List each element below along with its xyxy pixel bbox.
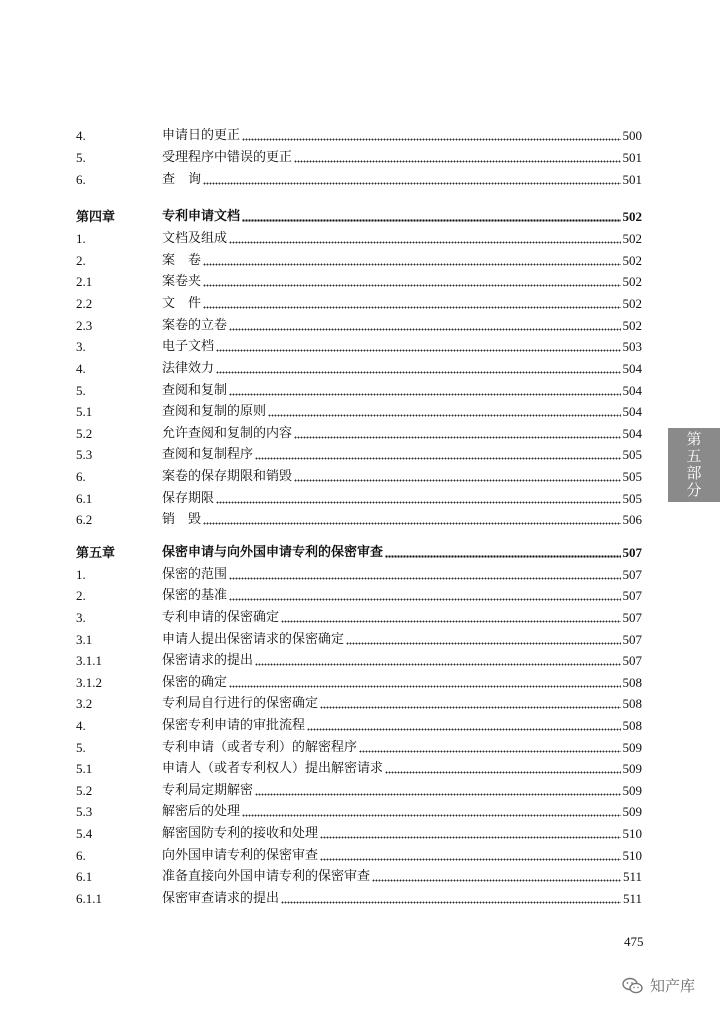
- toc-page-number: 508: [622, 718, 642, 733]
- toc-section-title: 申请人提出保密请求的保密确定: [162, 632, 345, 647]
- toc-row[interactable]: [76, 757, 642, 777]
- toc-page-number: 500: [622, 128, 642, 143]
- toc-row[interactable]: [76, 227, 642, 247]
- toc-row[interactable]: [76, 671, 642, 691]
- toc-row[interactable]: [76, 800, 642, 820]
- toc-chapter-row[interactable]: [76, 205, 642, 225]
- toc-row[interactable]: [76, 606, 642, 626]
- toc-section-title: 保存期限: [162, 491, 215, 506]
- toc-section-title: 解密国防专利的接收和处理: [162, 826, 319, 841]
- toc-row[interactable]: [76, 887, 642, 907]
- toc-page-number: 505: [622, 447, 642, 462]
- toc-section-number: 4.: [76, 128, 86, 143]
- toc-section-title: 案卷的保存期限和销毁: [162, 469, 293, 484]
- toc-leader-dots: [320, 847, 620, 861]
- toc-section-title: 文 件: [162, 296, 202, 311]
- toc-leader-dots: [229, 674, 620, 688]
- toc-section-title: 案卷的立卷: [162, 318, 228, 333]
- toc-row[interactable]: [76, 822, 642, 842]
- toc-section-number: 第五章: [76, 545, 116, 560]
- toc-page-number: 507: [622, 653, 642, 668]
- toc-leader-dots: [229, 382, 620, 396]
- toc-section-title: 准备直接向外国申请专利的保密审查: [162, 869, 371, 884]
- toc-section-number: 3.1.1: [76, 653, 102, 668]
- toc-section-number: 5.: [76, 383, 86, 398]
- toc-section-title: 保密请求的提出: [162, 653, 254, 668]
- toc-page-number: 504: [622, 361, 642, 376]
- toc-leader-dots: [320, 825, 620, 839]
- toc-row[interactable]: [76, 779, 642, 799]
- toc-section-title: 查阅和复制的原则: [162, 404, 267, 419]
- toc-page-number: 511: [622, 869, 642, 884]
- toc-section-number: 5.4: [76, 826, 93, 841]
- toc-section-title: 查阅和复制程序: [162, 447, 254, 462]
- toc-leader-dots: [229, 566, 620, 580]
- toc-page-number: 501: [622, 150, 642, 165]
- toc-section-number: 1.: [76, 567, 86, 582]
- toc-section-title: 向外国申请专利的保密审查: [162, 848, 319, 863]
- toc-leader-dots: [281, 890, 621, 904]
- toc-section-number: 5.3: [76, 804, 93, 819]
- toc-row[interactable]: [76, 508, 642, 528]
- toc-page-number: 502: [622, 253, 642, 268]
- toc-page-number: 508: [622, 675, 642, 690]
- toc-section-number: 3.: [76, 610, 86, 625]
- toc-leader-dots: [242, 208, 620, 222]
- toc-page-number: 509: [622, 783, 642, 798]
- toc-section-title: 专利申请的保密确定: [162, 610, 280, 625]
- toc-section-title: 申请日的更正: [162, 128, 241, 143]
- toc-row[interactable]: [76, 844, 642, 864]
- toc-section-title: 解密后的处理: [162, 804, 241, 819]
- toc-section-number: 第四章: [76, 209, 116, 224]
- toc-page-number: 502: [622, 209, 642, 224]
- toc-leader-dots: [216, 360, 620, 374]
- toc-section-title: 电子文档: [162, 339, 215, 354]
- toc-section-number: 6.1: [76, 491, 93, 506]
- toc-leader-dots: [307, 717, 620, 731]
- toc-section-number: 1.: [76, 231, 86, 246]
- toc-section-title: 专利申请（或者专利）的解密程序: [162, 740, 358, 755]
- toc-section-title: 文档及组成: [162, 231, 228, 246]
- toc-leader-dots: [203, 273, 620, 287]
- toc-page-number: 504: [622, 383, 642, 398]
- toc-leader-dots: [203, 511, 620, 525]
- toc-leader-dots: [281, 609, 620, 623]
- toc-page-number: 507: [622, 545, 642, 560]
- toc-section-number: 5.: [76, 150, 86, 165]
- toc-leader-dots: [294, 425, 620, 439]
- toc-row[interactable]: [76, 270, 642, 290]
- toc-section-number: 2.3: [76, 318, 93, 333]
- toc-row[interactable]: [76, 379, 642, 399]
- toc-page-number: 507: [622, 588, 642, 603]
- toc-row[interactable]: [76, 292, 642, 312]
- toc-section-title: 专利局定期解密: [162, 783, 254, 798]
- wechat-icon: [622, 977, 644, 995]
- toc-page-number: 511: [622, 891, 642, 906]
- toc-row[interactable]: [76, 465, 642, 485]
- toc-page-number: 505: [622, 491, 642, 506]
- toc-leader-dots: [242, 127, 620, 141]
- toc-row[interactable]: [76, 314, 642, 334]
- toc-leader-dots: [346, 631, 620, 645]
- toc-section-title: 保密申请与向外国申请专利的保密审查: [162, 545, 384, 560]
- toc-page-number: 508: [622, 696, 642, 711]
- toc-leader-dots: [294, 468, 620, 482]
- toc-section-number: 3.1.2: [76, 675, 102, 690]
- toc-leader-dots: [242, 803, 620, 817]
- toc-leader-dots: [255, 782, 620, 796]
- toc-section-number: 6.: [76, 848, 86, 863]
- toc-section-number: 6.: [76, 469, 86, 484]
- toc-leader-dots: [385, 544, 620, 558]
- toc-section-number: 4.: [76, 361, 86, 376]
- toc-section-number: 2.2: [76, 296, 93, 311]
- toc-row[interactable]: [76, 357, 642, 377]
- toc-section-number: 6.1.1: [76, 891, 102, 906]
- toc-section-title: 销 毁: [162, 512, 202, 527]
- toc-page-number: 509: [622, 761, 642, 776]
- toc-leader-dots: [203, 171, 620, 185]
- toc-leader-dots: [216, 338, 620, 352]
- toc-page-number: 507: [622, 610, 642, 625]
- toc-page-number: 507: [622, 632, 642, 647]
- toc-section-number: 4.: [76, 718, 86, 733]
- toc-section-number: 3.2: [76, 696, 93, 711]
- toc-leader-dots: [216, 490, 620, 504]
- toc-page-number: 504: [622, 426, 642, 441]
- toc-row[interactable]: [76, 124, 642, 144]
- toc-section-title: 法律效力: [162, 361, 215, 376]
- toc-section-title: 案卷夹: [162, 274, 202, 289]
- toc-leader-dots: [255, 446, 620, 460]
- toc-leader-dots: [203, 252, 620, 266]
- toc-row[interactable]: [76, 487, 642, 507]
- toc-section-number: 2.: [76, 253, 86, 268]
- toc-row[interactable]: [76, 146, 642, 166]
- toc-row[interactable]: [76, 865, 642, 885]
- toc-section-title: 受理程序中错误的更正: [162, 150, 293, 165]
- toc-section-title: 申请人（或者专利权人）提出解密请求: [162, 761, 384, 776]
- toc-row[interactable]: [76, 692, 642, 712]
- toc-leader-dots: [294, 149, 620, 163]
- toc-leader-dots: [268, 403, 620, 417]
- toc-chapter-row[interactable]: [76, 541, 642, 561]
- toc-row[interactable]: [76, 249, 642, 269]
- toc-leader-dots: [229, 587, 620, 601]
- toc-section-number: 6.1: [76, 869, 93, 884]
- watermark: [622, 975, 695, 996]
- toc-row[interactable]: [76, 443, 642, 463]
- toc-page-number: 509: [622, 740, 642, 755]
- toc-section-title: 案 卷: [162, 253, 202, 268]
- toc-row[interactable]: [76, 649, 642, 669]
- toc-section-number: 5.2: [76, 783, 93, 798]
- toc-section-title: 专利局自行进行的保密确定: [162, 696, 319, 711]
- toc-section-number: 5.2: [76, 426, 93, 441]
- toc-section-number: 6.: [76, 172, 86, 187]
- toc-section-number: 5.3: [76, 447, 93, 462]
- toc-row[interactable]: [76, 563, 642, 583]
- toc-row[interactable]: [76, 714, 642, 734]
- toc-section-title: 允许查阅和复制的内容: [162, 426, 293, 441]
- toc-page-number: 510: [622, 826, 642, 841]
- page-number: 475: [624, 934, 644, 949]
- toc-leader-dots: [320, 695, 620, 709]
- toc-page-number: 505: [622, 469, 642, 484]
- toc-page-number: 502: [622, 274, 642, 289]
- toc-section-title: 查 询: [162, 172, 202, 187]
- toc-leader-dots: [385, 760, 620, 774]
- toc-section-title: 保密的基准: [162, 588, 228, 603]
- toc-page-number: 504: [622, 404, 642, 419]
- toc-leader-dots: [203, 295, 620, 309]
- toc-page-number: 510: [622, 848, 642, 863]
- toc-section-title: 专利申请文档: [162, 209, 241, 224]
- toc-page-number: 502: [622, 318, 642, 333]
- toc-page-number: 502: [622, 296, 642, 311]
- toc-row[interactable]: [76, 736, 642, 756]
- toc-section-number: 2.: [76, 588, 86, 603]
- part-tab-label: 第五部分: [684, 431, 703, 499]
- toc-page-number: 502: [622, 231, 642, 246]
- toc-row[interactable]: [76, 584, 642, 604]
- toc-leader-dots: [255, 652, 620, 666]
- part-tab: [668, 428, 720, 502]
- toc-section-number: 3.1: [76, 632, 93, 647]
- toc-row[interactable]: [76, 168, 642, 188]
- toc-page-number: 506: [622, 512, 642, 527]
- toc-section-number: 5.1: [76, 761, 93, 776]
- toc-section-number: 6.2: [76, 512, 93, 527]
- toc-row[interactable]: [76, 628, 642, 648]
- toc-row[interactable]: [76, 335, 642, 355]
- toc-section-title: 保密审查请求的提出: [162, 891, 280, 906]
- toc-section-title: 保密的确定: [162, 675, 228, 690]
- toc-row[interactable]: [76, 400, 642, 420]
- toc-section-title: 保密专利申请的审批流程: [162, 718, 306, 733]
- toc-section-number: 5.1: [76, 404, 93, 419]
- toc-section-title: 保密的范围: [162, 567, 228, 582]
- watermark-text: 知产库: [650, 977, 696, 995]
- toc-section-number: 2.1: [76, 274, 93, 289]
- toc-row[interactable]: [76, 422, 642, 442]
- toc-page-number: 501: [622, 172, 642, 187]
- toc-leader-dots: [229, 317, 620, 331]
- toc-leader-dots: [372, 868, 621, 882]
- toc-page-number: 509: [622, 804, 642, 819]
- toc-leader-dots: [359, 739, 620, 753]
- toc-leader-dots: [229, 230, 620, 244]
- toc-page-number: 503: [622, 339, 642, 354]
- toc-section-title: 查阅和复制: [162, 383, 228, 398]
- toc-section-number: 3.: [76, 339, 86, 354]
- toc-section-number: 5.: [76, 740, 86, 755]
- toc-page-number: 507: [622, 567, 642, 582]
